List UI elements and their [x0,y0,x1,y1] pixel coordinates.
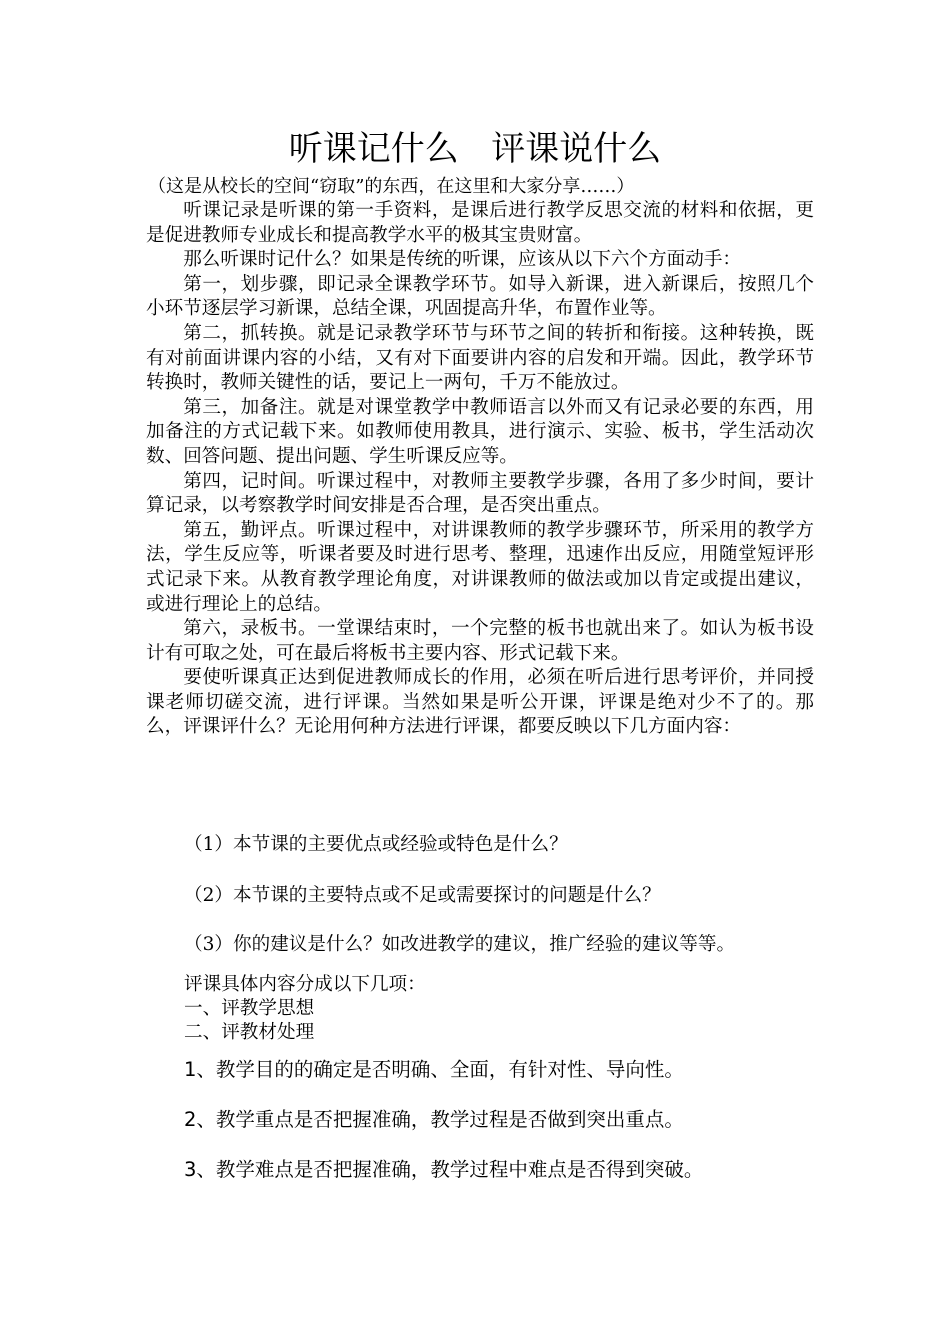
question-line: （2）本节课的主要特点或不足或需要探讨的问题是什么？ [184,885,661,906]
list-item: 3、教学难点是否把握准确，教学过程中难点是否得到突破。 [184,1158,704,1181]
section-heading: 二、评教材处理 [184,1022,315,1043]
body-text [146,199,814,740]
question-line: （1）本节课的主要优点或经验或特色是什么？ [184,834,568,855]
paragraph: 听课记录是听课的第一手资料，是课后进行教学反思交流的材料和依据，更是促进教师专业成长和提高教学水平的极其宝贵财富。 [146,200,814,246]
paragraph: 第四，记时间。听课过程中，对教师主要教学步骤，各用了多少时间，要计算记录，以考察教学时间安排是否合理，是否突出重点。 [146,470,814,517]
section-heading: 一、评教学思想 [184,998,315,1019]
paragraph: 要使听课真正达到促进教师成长的作用，必须在听后进行思考评价，并同授课老师切磋交流，进行评课。当然如果是听公开课，评课是绝对少不了的。那么，评课评什么？无论用何种方法进行评课，都要反映以下几方面内容： [146,667,814,738]
document-title: 听课记什么 评课说什么 [288,129,662,169]
list-item: 1、教学目的的确定是否明确、全面，有针对性、导向性。 [184,1058,684,1081]
paragraph: 第一，划步骤，即记录全课教学环节。如导入新课，进入新课后，按照几个小环节逐层学习新课，总结全课，巩固提高升华，布置作业等。 [146,273,814,320]
question-line: （3）你的建议是什么？如改进教学的建议，推广经验的建议等等。 [184,934,736,955]
document-subtitle: （这是从校长的空间“窃取”的东西，在这里和大家分享……） [148,176,635,197]
paragraph: 第三，加备注。就是对课堂教学中教师语言以外而又有记录必要的东西，用加备注的方式记载下来。如教师使用教具，进行演示、实验、板书，学生活动次数、回答问题、提出问题、学生听课反应等。 [146,396,814,467]
intro-line: 评课具体内容分成以下几项： [184,974,426,995]
paragraph: 第六，录板书。一堂课结束时，一个完整的板书也就出来了。如认为板书设计有可取之处，可在最后将板书主要内容、形式记载下来。 [146,618,814,664]
paragraph: 那么听课时记什么？如果是传统的听课，应该从以下六个方面动手： [183,249,742,271]
paragraph: 第五，勤评点。听课过程中，对讲课教师的教学步骤环节，所采用的教学方法，学生反应等，听课者要及时进行思考、整理，迅速作出反应，用随堂短评形式记录下来。从教育教学理论角度，对讲课教师的做法或加以肯定或提出建议，或进行理论上的总结。 [146,519,814,615]
list-item: 2、教学重点是否把握准确，教学过程是否做到突出重点。 [184,1108,684,1131]
paragraph: 第二，抓转换。就是记录教学环节与环节之间的转折和衔接。这种转换，既有对前面讲课内容的小结，又有对下面要讲内容的启发和开端。因此，教学环节转换时，教师关键性的话，要记上一两句，千万不能放过。 [146,322,814,394]
